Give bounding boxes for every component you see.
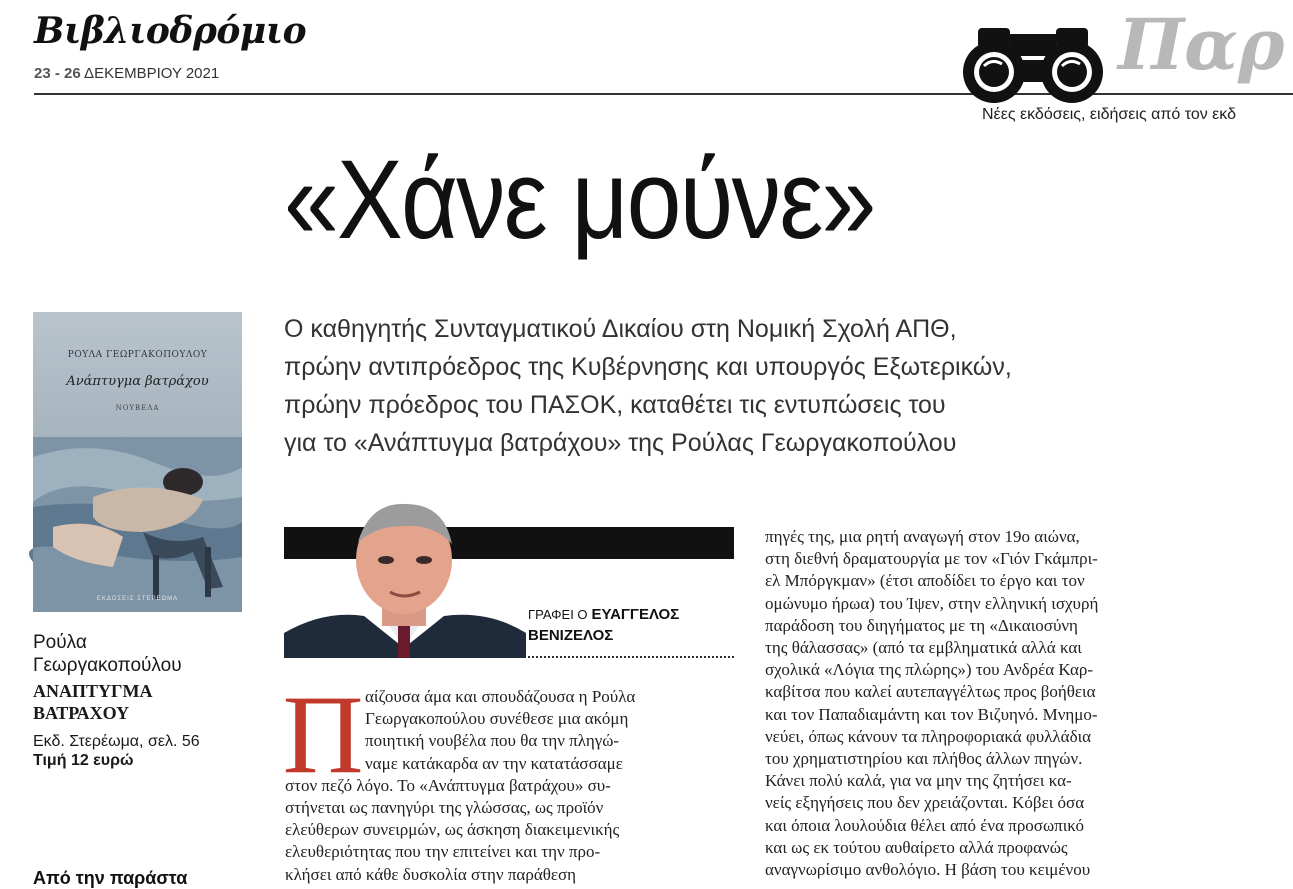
body-line: ομώνυμο ήρωα) του Ίψεν, στην ελληνική ισχυρή [765, 593, 1099, 613]
body-line: στήνεται ως πανηγύρι της γλώσσας, ως προϊόν [285, 798, 604, 818]
body-line: ποιητική νουβέλα που θα την πληγώ- [365, 731, 620, 751]
lead-line: Ο καθηγητής Συνταγματικού Δικαίου στη Νομική Σχολή ΑΠΘ, [284, 315, 957, 343]
cover-publisher: ΕΚΔΟΣΕΙΣ ΣΤΕΡΕΩΜΑ [96, 596, 179, 602]
body-line: παράδοση του διηγήματος με τη «Δικαιοσύνη [765, 615, 1078, 635]
body-line: και τον Παπαδιαμάντη και τον Βιζυηνό. Μνημο- [765, 704, 1098, 724]
article-column-1 [285, 686, 735, 886]
byline-prefix: ΓΡΑΦΕΙ Ο [528, 607, 588, 622]
body-line: ελεύθερων συνειρμών, ως άσκηση διακειμενικής [285, 820, 620, 840]
cover-illustration [33, 437, 242, 612]
book-cover [33, 312, 242, 612]
body-line: της θάλασσας» (από τα εμβληματικά αλλά και [765, 638, 1082, 658]
book-price: Τιμή 12 ευρώ [33, 751, 134, 769]
body-line: Κάνει πολύ καλά, για να μην της ζητήσει κα- [765, 771, 1072, 791]
body-line: σχολικά «Λόγια της πλώρης») του Ανδρέα Καρ- [765, 660, 1094, 680]
byline-rule [528, 656, 734, 658]
cover-title: Ανάπτυγμα βατράχου [66, 374, 209, 389]
book-author-first: Ρούλα [33, 632, 87, 653]
body-line: κλήσει από κάθε δυσκολία στην παράθεση [285, 864, 577, 884]
body-line: νεύει, όπως κάνουν τα πληροφοριακά φυλλάδια [765, 726, 1092, 746]
body-line: και ως εκ τούτου αυθαίρετο αλλά προφανώς [765, 837, 1068, 857]
issue-date-month: ΔΕΚΕΜΒΡΙΟΥ 2021 [84, 65, 220, 82]
body-line: του χρηματιστηρίου και πλήθος άλλων πηγών. [765, 749, 1083, 769]
section-subtitle: Νέες εκδόσεις, ειδήσεις από τον εκδ [982, 106, 1237, 123]
byline [528, 604, 679, 646]
article-lead [284, 310, 1184, 462]
lead-line: πρώην αντιπρόεδρος της Κυβέρνησης και υπουργός Εξωτερικών, [284, 353, 1012, 381]
body-line: πηγές της, μια ρητή αναγωγή στον 19ο αιώνα, [765, 527, 1080, 546]
byline-first-name: ΕΥΑΓΓΕΛΟΣ [591, 606, 680, 623]
body-line: Γεωργακοπούλου συνέθεσε μια ακόμη [365, 709, 629, 729]
article-column-2 [765, 526, 1215, 881]
book-author-last: Γεωργακοπούλου [33, 654, 182, 676]
body-line: στον πεζό λόγο. Το «Ανάπτυγμα βατράχου» συ- [285, 775, 611, 795]
article-headline: «Χάνε μούνε» [284, 137, 875, 262]
book-publisher: Εκδ. Στερέωμα, σελ. 56 [33, 732, 200, 750]
body-line: στη διεθνή δραματουργία με τον «Γιόν Γκάμπρι- [765, 549, 1098, 569]
lead-line: πρώην πρόεδρος του ΠΑΣΟΚ, καταθέτει τις εντυπώσεις του [284, 391, 946, 419]
next-article-heading: Από την παράστα [33, 868, 188, 888]
publication-title: Βιβλιοδρόμιο [34, 10, 307, 52]
lead-line: για το «Ανάπτυγμα βατράχου» της Ρούλας Γεωργακοπούλου [284, 429, 957, 457]
cover-genre: ΝΟΥΒΕΛΑ [115, 404, 160, 412]
body-line: αίζουσα άμα και σπουδάζουσα η Ρούλα [365, 687, 636, 706]
body-line: ελευθεριότητας που την επιτείνει και την προ- [285, 842, 601, 862]
author-photo [284, 498, 526, 658]
cover-author: ΡΟΥΛΑ ΓΕΩΡΓΑΚΟΠΟΥΛΟΥ [67, 350, 208, 360]
body-line: καβίτσα που καλεί αυτεπαγγέλτως προς βοήθεια [765, 682, 1096, 702]
book-info [33, 632, 273, 770]
byline-last-name: ΒΕΝΙΖΕΛΟΣ [528, 627, 614, 644]
issue-date [34, 65, 219, 82]
issue-date-days: 23 - 26 [34, 65, 81, 82]
body-line: και όποια λουλούδια θέλει από ένα προσωπικό [765, 815, 1084, 835]
binoculars-icon [958, 22, 1108, 104]
body-line: νείς εξηγήσεις που δεν χρειάζονται. Κόβει όσα [765, 793, 1085, 813]
body-line: ναμε κατάκαρδα αν την κατατάσσαμε [365, 753, 623, 773]
book-title-line1: ΑΝΑΠΤΥΓΜΑ [33, 680, 153, 701]
body-line: ελ Μπόργκμαν» (έτσι αποδίδει το έργο και τον [765, 571, 1085, 591]
body-line: αναγνωρίσιμο ανθολόγιο. Η βάση του κειμένου [765, 860, 1091, 880]
book-title-line2: ΒΑΤΡΑΧΟΥ [33, 702, 130, 723]
drop-cap-letter: Π [282, 673, 364, 797]
section-title: Παρ [1118, 3, 1285, 86]
